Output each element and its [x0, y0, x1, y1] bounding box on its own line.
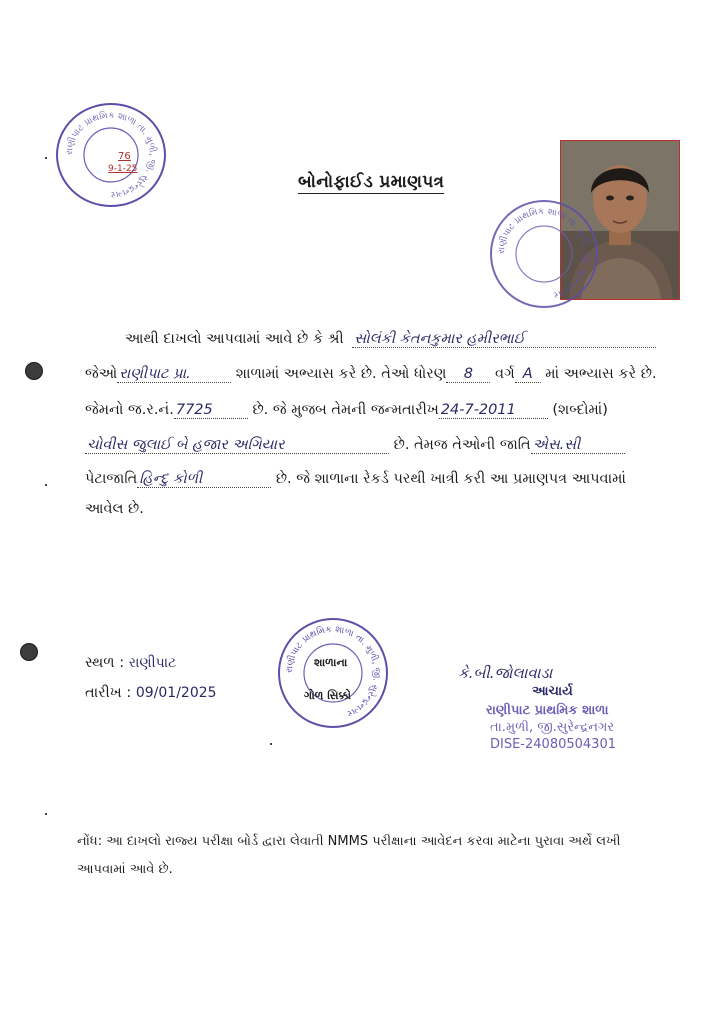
caste-value: એસ.સી [531, 437, 625, 454]
body-text: માં અભ્યાસ કરે છે. [545, 366, 657, 382]
body-text: પેટાજાતિ [85, 471, 138, 487]
signature-udise: DISE-24080504301 [490, 737, 616, 752]
footer-note: નોંધ: આ દાખલો રાજ્ય પરીક્ષા બોર્ડ દ્વારા લેવાતી NMMS પરીક્ષાના આવેદન કરવા માટેના પુરાવા અર્થે લખી આપવામાં આવે છે. [77, 834, 621, 877]
stamp-center-text-2: ગોળ સિક્કો [304, 689, 352, 702]
body-text: વર્ગ [495, 366, 515, 382]
signature-name: કે.બી.જોલાવાડા [458, 664, 553, 682]
school-name-value: રાણીપાટ પ્રા. [117, 366, 231, 383]
date-label: તારીખ : [85, 685, 132, 701]
birth-date-words-value: ચોવીસ જુલાઈ બે હજાર અગિયાર [85, 437, 389, 454]
division-value: A [515, 366, 541, 383]
place-row [85, 655, 176, 671]
sub-caste-value: હિન્દુ કોળી [137, 471, 271, 488]
body-line-2 [85, 366, 657, 383]
stamp-inward-date: 9-1-25 [108, 164, 138, 174]
body-text: છે. તેમજ તેઓની જાતિ [393, 437, 531, 453]
margin-mark [45, 813, 47, 815]
body-text: (શબ્દોમાં) [552, 402, 608, 418]
stamp-center-text-1: શાળાના [314, 656, 348, 669]
body-text: આથી દાખલો આપવામાં આવે છે કે શ્રી [125, 331, 344, 347]
punch-hole-bottom [20, 643, 38, 661]
birth-date-value: 24-7-2011 [439, 402, 548, 419]
standard-value: 8 [446, 366, 490, 383]
signature-school: રાણીપાટ પ્રાથમિક શાળા [486, 703, 609, 718]
gr-number-value: 7725 [174, 402, 248, 419]
margin-mark [45, 157, 47, 159]
svg-text:રાણીપાટ પ્રાથમિક શાળા તા. મુળ: રાણીપાટ પ્રાથમિક શાળા તા. મુળી, જી. સુરેન્દ્રનગર [64, 110, 158, 200]
body-text: છે. જે શાળાના રેકર્ડ પરથી ખાત્રી કરી આ પ્રમાણપત્ર આપવામાં [275, 471, 626, 487]
svg-text:રાણીપાટ પ્રાથમિક શાળા તા. મુળ: રાણીપાટ પ્રાથમિક શાળા તા. મુળી, જી. સુરેન્દ્રનગર [284, 624, 382, 719]
body-line-3 [85, 402, 608, 419]
document-title: બોનોફાઈડ પ્રમાણપત્ર [298, 172, 445, 192]
body-text: જેમનો જ.ર.નં. [85, 402, 174, 418]
signature-taluka: તા.મુળી, જી.સુરેન્દ્રનગર [490, 720, 615, 735]
body-line-6: આવેલ છે. [85, 501, 144, 517]
margin-mark [270, 743, 272, 745]
student-name-value: સોલંકી કેતનકુમાર હમીરભાઈ [352, 331, 656, 348]
date-value: 09/01/2025 [135, 685, 217, 701]
body-line-4 [85, 437, 625, 454]
body-text: છે. જે મુજબ તેમની જન્મતારીખ [252, 402, 439, 418]
signature-block [450, 664, 650, 752]
place-value: રાણીપાટ [128, 655, 177, 671]
punch-hole-top [25, 362, 43, 380]
body-text: શાળામાં અભ્યાસ કરે છે. તેઓ ધોરણ [235, 366, 447, 382]
margin-mark [45, 484, 47, 486]
body-line-1 [125, 331, 656, 348]
stamp-inward-number: 76 [118, 151, 131, 162]
date-row [85, 685, 217, 701]
place-label: સ્થળ : [85, 655, 125, 671]
school-stamp-top-left [56, 103, 166, 207]
body-text: જેઓ [85, 366, 118, 382]
school-stamp-photo [490, 200, 598, 308]
signature-designation: આચાર્ય [532, 684, 573, 699]
svg-text:રાણીપાટ પ્રાથમિક શાળા તા. મુળ: રાણીપાટ પ્રાથમિક શાળા તા. મુળી, જી. સુરેન્દ્રનગર [496, 206, 592, 300]
body-line-5 [85, 471, 626, 488]
school-stamp-center [278, 618, 388, 728]
